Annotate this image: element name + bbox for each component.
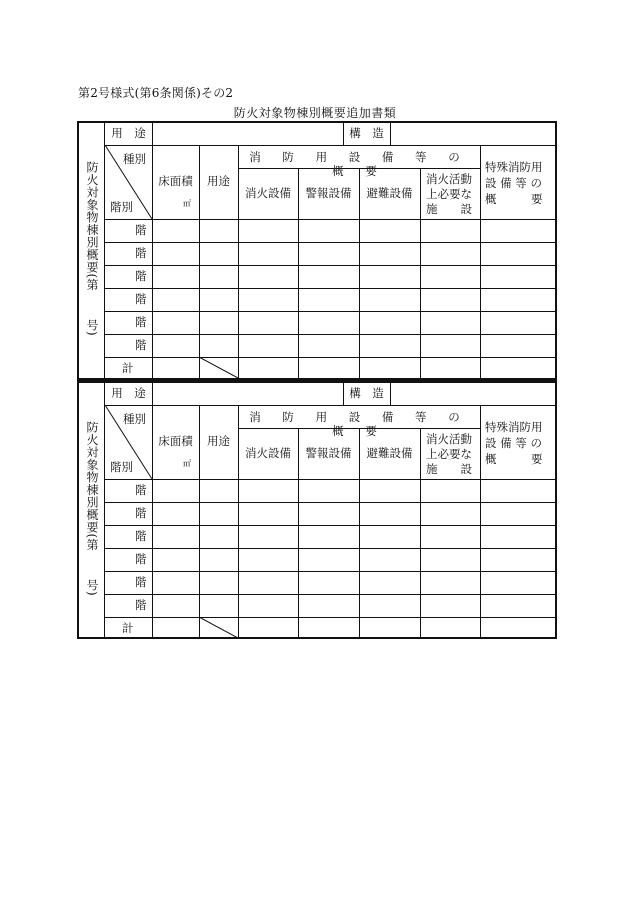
side-label bbox=[79, 123, 105, 378]
special-equipment-summary-label: 特殊消防用 設 備 等 の 概 要 bbox=[485, 420, 543, 466]
usage-label: 用 途 bbox=[111, 386, 146, 400]
floor-row-label: 階 bbox=[135, 338, 147, 352]
form-sheet bbox=[79, 383, 555, 637]
building-summary-block-1 bbox=[77, 121, 557, 380]
floor-division-label: 階別 bbox=[110, 200, 133, 214]
total-usage-diagonal bbox=[199, 617, 238, 638]
evacuation-equipment-label: 避難設備 bbox=[366, 186, 413, 200]
usage-label: 用 途 bbox=[111, 126, 146, 140]
total-row-label: 計 bbox=[122, 621, 134, 635]
structure-field[interactable] bbox=[390, 123, 555, 145]
side-label-text: 防火対象物棟別概要(第 bbox=[85, 421, 99, 552]
extinguishing-equipment-label: 消火設備 bbox=[245, 186, 291, 200]
alarm-equipment-label: 警報設備 bbox=[305, 446, 352, 460]
floor-row-label: 階 bbox=[135, 483, 147, 497]
fire-equipment-summary-label: 消 防 用 設 備 等 の 概 要 bbox=[249, 410, 469, 438]
floor-row-label: 階 bbox=[135, 269, 147, 283]
evacuation-equipment-label: 避難設備 bbox=[366, 446, 413, 460]
structure-field[interactable] bbox=[390, 383, 555, 405]
floor-area-label: 床面積 bbox=[158, 434, 193, 448]
category-label: 種別 bbox=[123, 152, 146, 166]
side-label bbox=[79, 383, 105, 637]
floor-area-unit: ㎡ bbox=[183, 459, 191, 468]
side-label-suffix: 号) bbox=[85, 579, 99, 596]
category-label: 種別 bbox=[123, 412, 146, 426]
floor-row-label: 階 bbox=[135, 315, 147, 329]
floor-row-label: 階 bbox=[135, 575, 147, 589]
structure-label: 構 造 bbox=[349, 126, 384, 140]
extinguishing-equipment-label: 消火設備 bbox=[245, 446, 291, 460]
side-label-text: 防火対象物棟別概要(第 bbox=[85, 161, 99, 292]
floor-row-label: 階 bbox=[135, 598, 147, 612]
floor-row-label: 階 bbox=[135, 292, 147, 306]
floor-row-label: 階 bbox=[135, 552, 147, 566]
fire-equipment-summary-label: 消 防 用 設 備 等 の 概 要 bbox=[249, 150, 469, 178]
floor-area-label: 床面積 bbox=[158, 174, 193, 188]
form-title: 防火対象物棟別概要追加書類 bbox=[233, 106, 397, 120]
total-row-label: 計 bbox=[122, 361, 134, 375]
special-equipment-summary-label: 特殊消防用 設 備 等 の 概 要 bbox=[485, 160, 543, 206]
floor-row-label: 階 bbox=[135, 529, 147, 543]
floor-division-label: 階別 bbox=[110, 460, 133, 474]
firefighting-facilities-label: 消火活動 上必要な 施 設 bbox=[426, 432, 472, 476]
side-label-suffix: 号) bbox=[85, 319, 99, 336]
floor-row-label: 階 bbox=[135, 506, 147, 520]
form-sheet bbox=[79, 123, 555, 378]
alarm-equipment-label: 警報設備 bbox=[305, 186, 352, 200]
building-summary-block-2 bbox=[77, 380, 557, 639]
usage-field[interactable] bbox=[152, 123, 343, 145]
usage-column-label: 用途 bbox=[207, 174, 230, 188]
floor-area-unit: ㎡ bbox=[183, 199, 191, 208]
usage-field[interactable] bbox=[152, 383, 343, 405]
floor-row-label: 階 bbox=[135, 223, 147, 237]
form-number: 第2号様式(第6条関係)その2 bbox=[78, 86, 234, 100]
floor-row-label: 階 bbox=[135, 246, 147, 260]
structure-label: 構 造 bbox=[349, 386, 384, 400]
total-usage-diagonal bbox=[199, 357, 238, 378]
firefighting-facilities-label: 消火活動 上必要な 施 設 bbox=[426, 172, 472, 216]
usage-column-label: 用途 bbox=[207, 434, 230, 448]
